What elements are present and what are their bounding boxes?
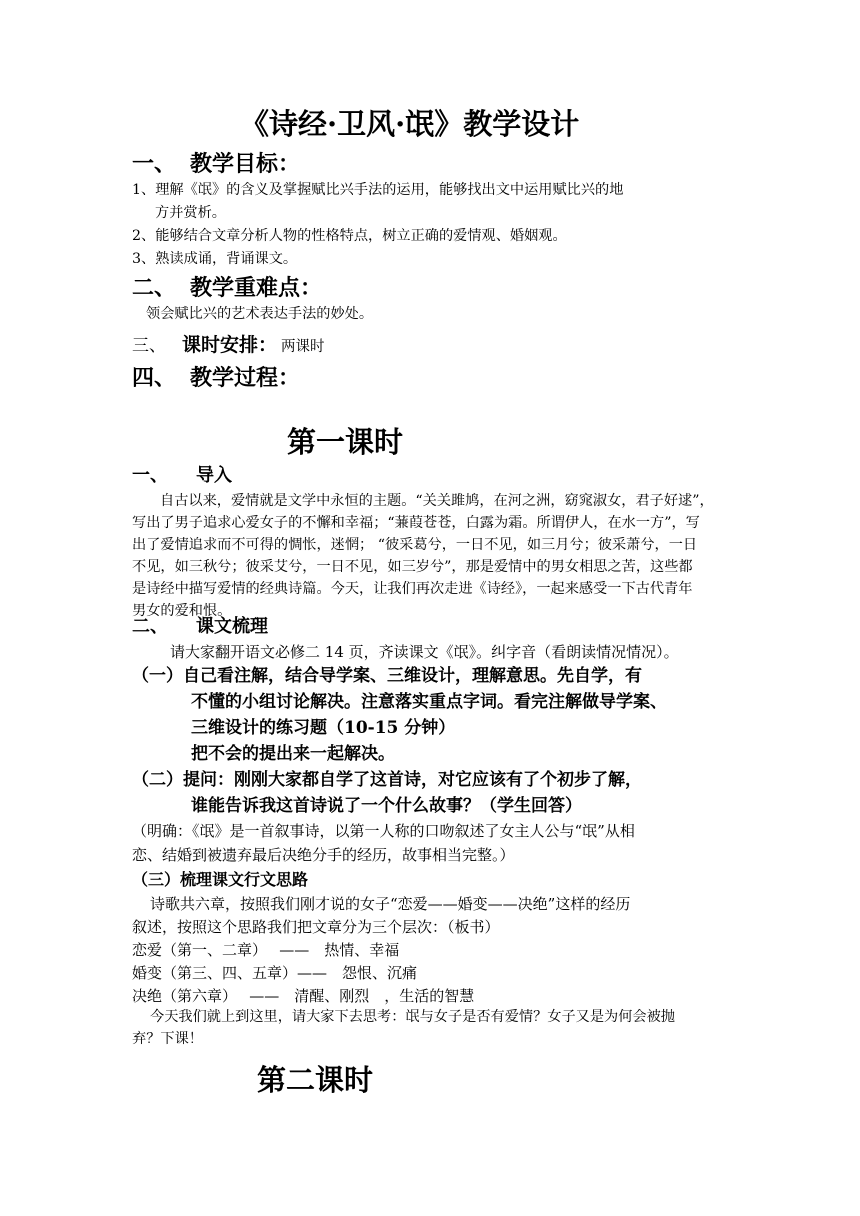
goal-line: 方并赏析。 [155, 205, 226, 221]
document-title: 《诗经·卫风·氓》教学设计 [240, 107, 580, 141]
intro-line: 是诗经中描写爱情的经典诗篇。今天，让我们再次走进《诗经》，一起来感受一下古代青年 [132, 581, 693, 597]
section-number: 一、 [132, 151, 177, 177]
goal-line: 2、能够结合文章分析人物的性格特点，树立正确的爱情观、婚姻观。 [132, 228, 567, 244]
outline-intro-line: 叙述，按照这个思路我们把文章分为三个层次：（板书） [132, 918, 500, 936]
subsection-heading-text-review [132, 618, 268, 636]
section-number: 四、 [132, 365, 177, 391]
section-heading-schedule [132, 336, 325, 355]
section-title: 课文梳理 [196, 616, 268, 637]
lesson-two-heading: 第二课时 [257, 1063, 374, 1097]
section-title: 教学过程： [190, 365, 301, 391]
intro-line: 不见，如三秋兮；彼采艾兮，一日不见，如三岁兮”，那是爱情中的男女相思之苦，这些都 [132, 559, 693, 575]
section-number: 三、 [132, 336, 166, 356]
section-heading-goals [132, 153, 300, 175]
section-title: 教学目标： [190, 151, 301, 177]
step-three-heading: （三）梳理课文行文思路 [132, 870, 309, 889]
step-one-line: 三维设计的练习题（10-15 分钟） [191, 718, 456, 738]
lesson-one-heading: 第一课时 [287, 425, 404, 459]
goal-line: 3、熟读成诵，背诵课文。 [132, 251, 298, 267]
step-one-line: （一）自己看注解，结合导学案、三维设计，理解意思。先自学，有 [132, 666, 642, 686]
homework-line: 今天我们就上到这里，请大家下去思考：氓与女子是否有爱情？女子又是为何会被抛 [150, 1009, 675, 1025]
section-number: 二、 [132, 275, 177, 301]
section-title: 导入 [196, 465, 232, 486]
step-two-line: （二）提问：刚刚大家都自学了这首诗，对它应该有了个初步了解， [132, 770, 642, 790]
board-line: 恋爱（第一、二章） —— 热情、幸福 [132, 941, 400, 959]
section-title: 课时安排： [182, 334, 278, 356]
board-line: 决绝（第六章） —— 清醒、刚烈 ，生活的智慧 [132, 987, 475, 1005]
section-heading-key-points [132, 277, 322, 299]
section-title: 教学重难点： [190, 275, 323, 301]
clarify-line: 恋、结婚到被遗弃最后决绝分手的经历，故事相当完整。） [132, 846, 515, 864]
key-point-text: 领会赋比兴的艺术表达手法的妙处。 [146, 306, 374, 322]
goal-line: 1、理解《氓》的含义及掌握赋比兴手法的运用，能够找出文中运用赋比兴的地 [132, 182, 624, 198]
section-number: 一、 [132, 465, 168, 486]
schedule-value: 两课时 [281, 339, 325, 355]
outline-intro-line: 诗歌共六章，按照我们刚才说的女子“恋爱——婚变——决绝”这样的经历 [150, 895, 631, 913]
intro-line: 自古以来，爱情就是文学中永恒的主题。“关关雎鸠，在河之洲，窈窕淑女，君子好逑”， [160, 493, 714, 509]
step-two-line: 谁能告诉我这首诗说了一个什么故事？（学生回答） [191, 796, 582, 816]
clarify-line: （明确：《氓》是一首叙事诗，以第一人称的口吻叙述了女主人公与“氓”从相 [132, 822, 635, 840]
intro-line: 写出了男子追求心爱女子的不懈和幸福；“蒹葭苍苍，白露为霜。所谓伊人，在水一方”，写 [132, 515, 700, 531]
section-heading-process [132, 367, 300, 389]
homework-line: 弃？下课！ [132, 1031, 203, 1047]
section-number: 二、 [132, 616, 168, 637]
step-one-line: 把不会的提出来一起解决。 [191, 744, 395, 764]
board-line: 婚变（第三、四、五章）—— 怨恨、沉痛 [132, 964, 418, 982]
open-book-instruction: 请大家翻开语文必修二 14 页，齐读课文《氓》。纠字音（看朗读情况情况）。 [170, 643, 679, 661]
intro-line: 出了爱情追求而不可得的惆怅，迷惘； “彼采葛兮，一日不见，如三月兮；彼采萧兮，一日 [132, 537, 698, 553]
step-one-line: 不懂的小组讨论解决。注意落实重点字词。看完注解做导学案、 [191, 692, 667, 712]
subsection-heading-intro [132, 467, 232, 485]
intro-line: 男女的爱和恨。 [132, 603, 232, 619]
